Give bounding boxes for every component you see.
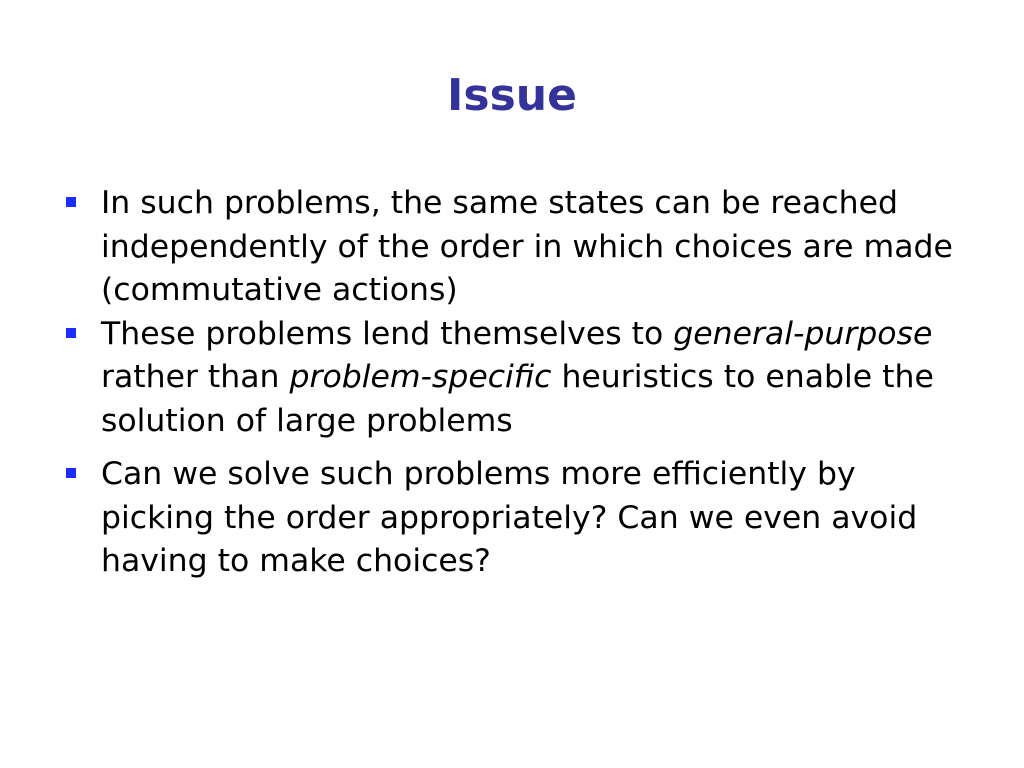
- bullet-text-segment: These problems lend themselves to: [101, 315, 674, 352]
- bullet-text: In such problems, the same states can be reached independently of the order in which choices are made (commutative actions): [101, 185, 953, 308]
- slide-title: Issue: [447, 70, 577, 121]
- bullet-text-segment: rather than: [101, 359, 290, 395]
- square-bullet-icon: [66, 468, 76, 478]
- bullet-text-emphasis: general-purpose: [673, 315, 933, 352]
- bullet-item: [62, 453, 962, 584]
- bullet-list: [62, 182, 962, 584]
- square-bullet-icon: [66, 197, 76, 207]
- bullet-item: [62, 182, 962, 313]
- bullet-text-emphasis: problem-specific: [289, 359, 552, 395]
- bullet-text-segment: heuristics to enable the solution of large problems: [101, 359, 934, 439]
- bullet-text: [101, 316, 934, 439]
- bullet-text: Can we solve such problems more efficiently by picking the order appropriately? Can we even avoid having to make choices?: [101, 456, 918, 579]
- square-bullet-icon: [66, 328, 76, 338]
- bullet-item: [62, 313, 962, 444]
